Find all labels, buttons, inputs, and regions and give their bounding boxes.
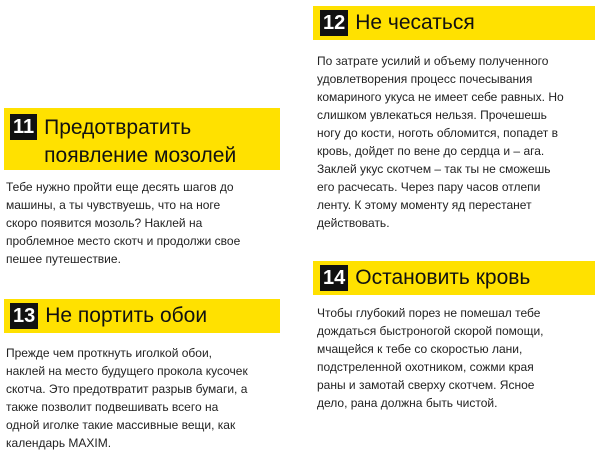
tip-12-number: 12 <box>320 10 348 36</box>
tip-14-number: 14 <box>320 265 348 291</box>
tip-13-number: 13 <box>10 303 38 329</box>
tip-13-title: Не портить обои <box>45 304 208 327</box>
tip-11-text: Тебе нужно пройти еще десять шагов до машины, а ты чувствуешь, что на ноге скоро появится мозоль? Наклей на проблемное место скотч и продолжи свое пешее путешествие. <box>6 180 241 266</box>
tip-14-text: Чтобы глубокий порез не помешал тебе дождаться быстроногой скорой помощи, мчащейся к тебе со скоростью лани, подстреленной охотником, сожми края раны и замотай сверху скотчем. Ясное дело, рана должна быть чистой. <box>317 306 544 410</box>
tip-13 <box>4 299 280 452</box>
tip-14-banner <box>313 261 595 295</box>
tip-12-title: Не чесаться <box>355 11 475 34</box>
tip-12 <box>313 6 595 232</box>
tip-13-banner <box>4 299 280 333</box>
tip-11-title <box>37 114 236 170</box>
tip-11-title-line1: Предотвратить <box>44 116 192 139</box>
tip-11-number: 11 <box>10 114 37 140</box>
tip-14 <box>313 261 595 412</box>
tip-14-title: Остановить кровь <box>355 266 531 289</box>
tip-11-banner <box>4 108 280 170</box>
tip-12-text: По затрате усилий и объему полученного удовлетворения процесс почесывания комариного укуса не имеет себе равных. Но слишком увлекаться нельзя. Прочешешь ногу до кости, ноготь обломится, попадет в кровь, дойдет по вене до сердца и – ага. Заклей укус скотчем – так ты не сможешь его расчесать. Через пару часов отлепи ленту. К этому моменту яд перестанет действовать. <box>317 54 564 230</box>
tip-13-text: Прежде чем проткнуть иголкой обои, наклей на место будущего прокола кусочек скотча. Это предотвратит разрыв бумаги, а также позволит подвешивать всего на одной иголке такие массивные вещи, как календарь MAXIM. <box>6 346 248 450</box>
tip-11 <box>4 108 280 268</box>
tip-12-banner <box>313 6 595 40</box>
tip-11-title-line2: появление мозолей <box>44 144 237 167</box>
